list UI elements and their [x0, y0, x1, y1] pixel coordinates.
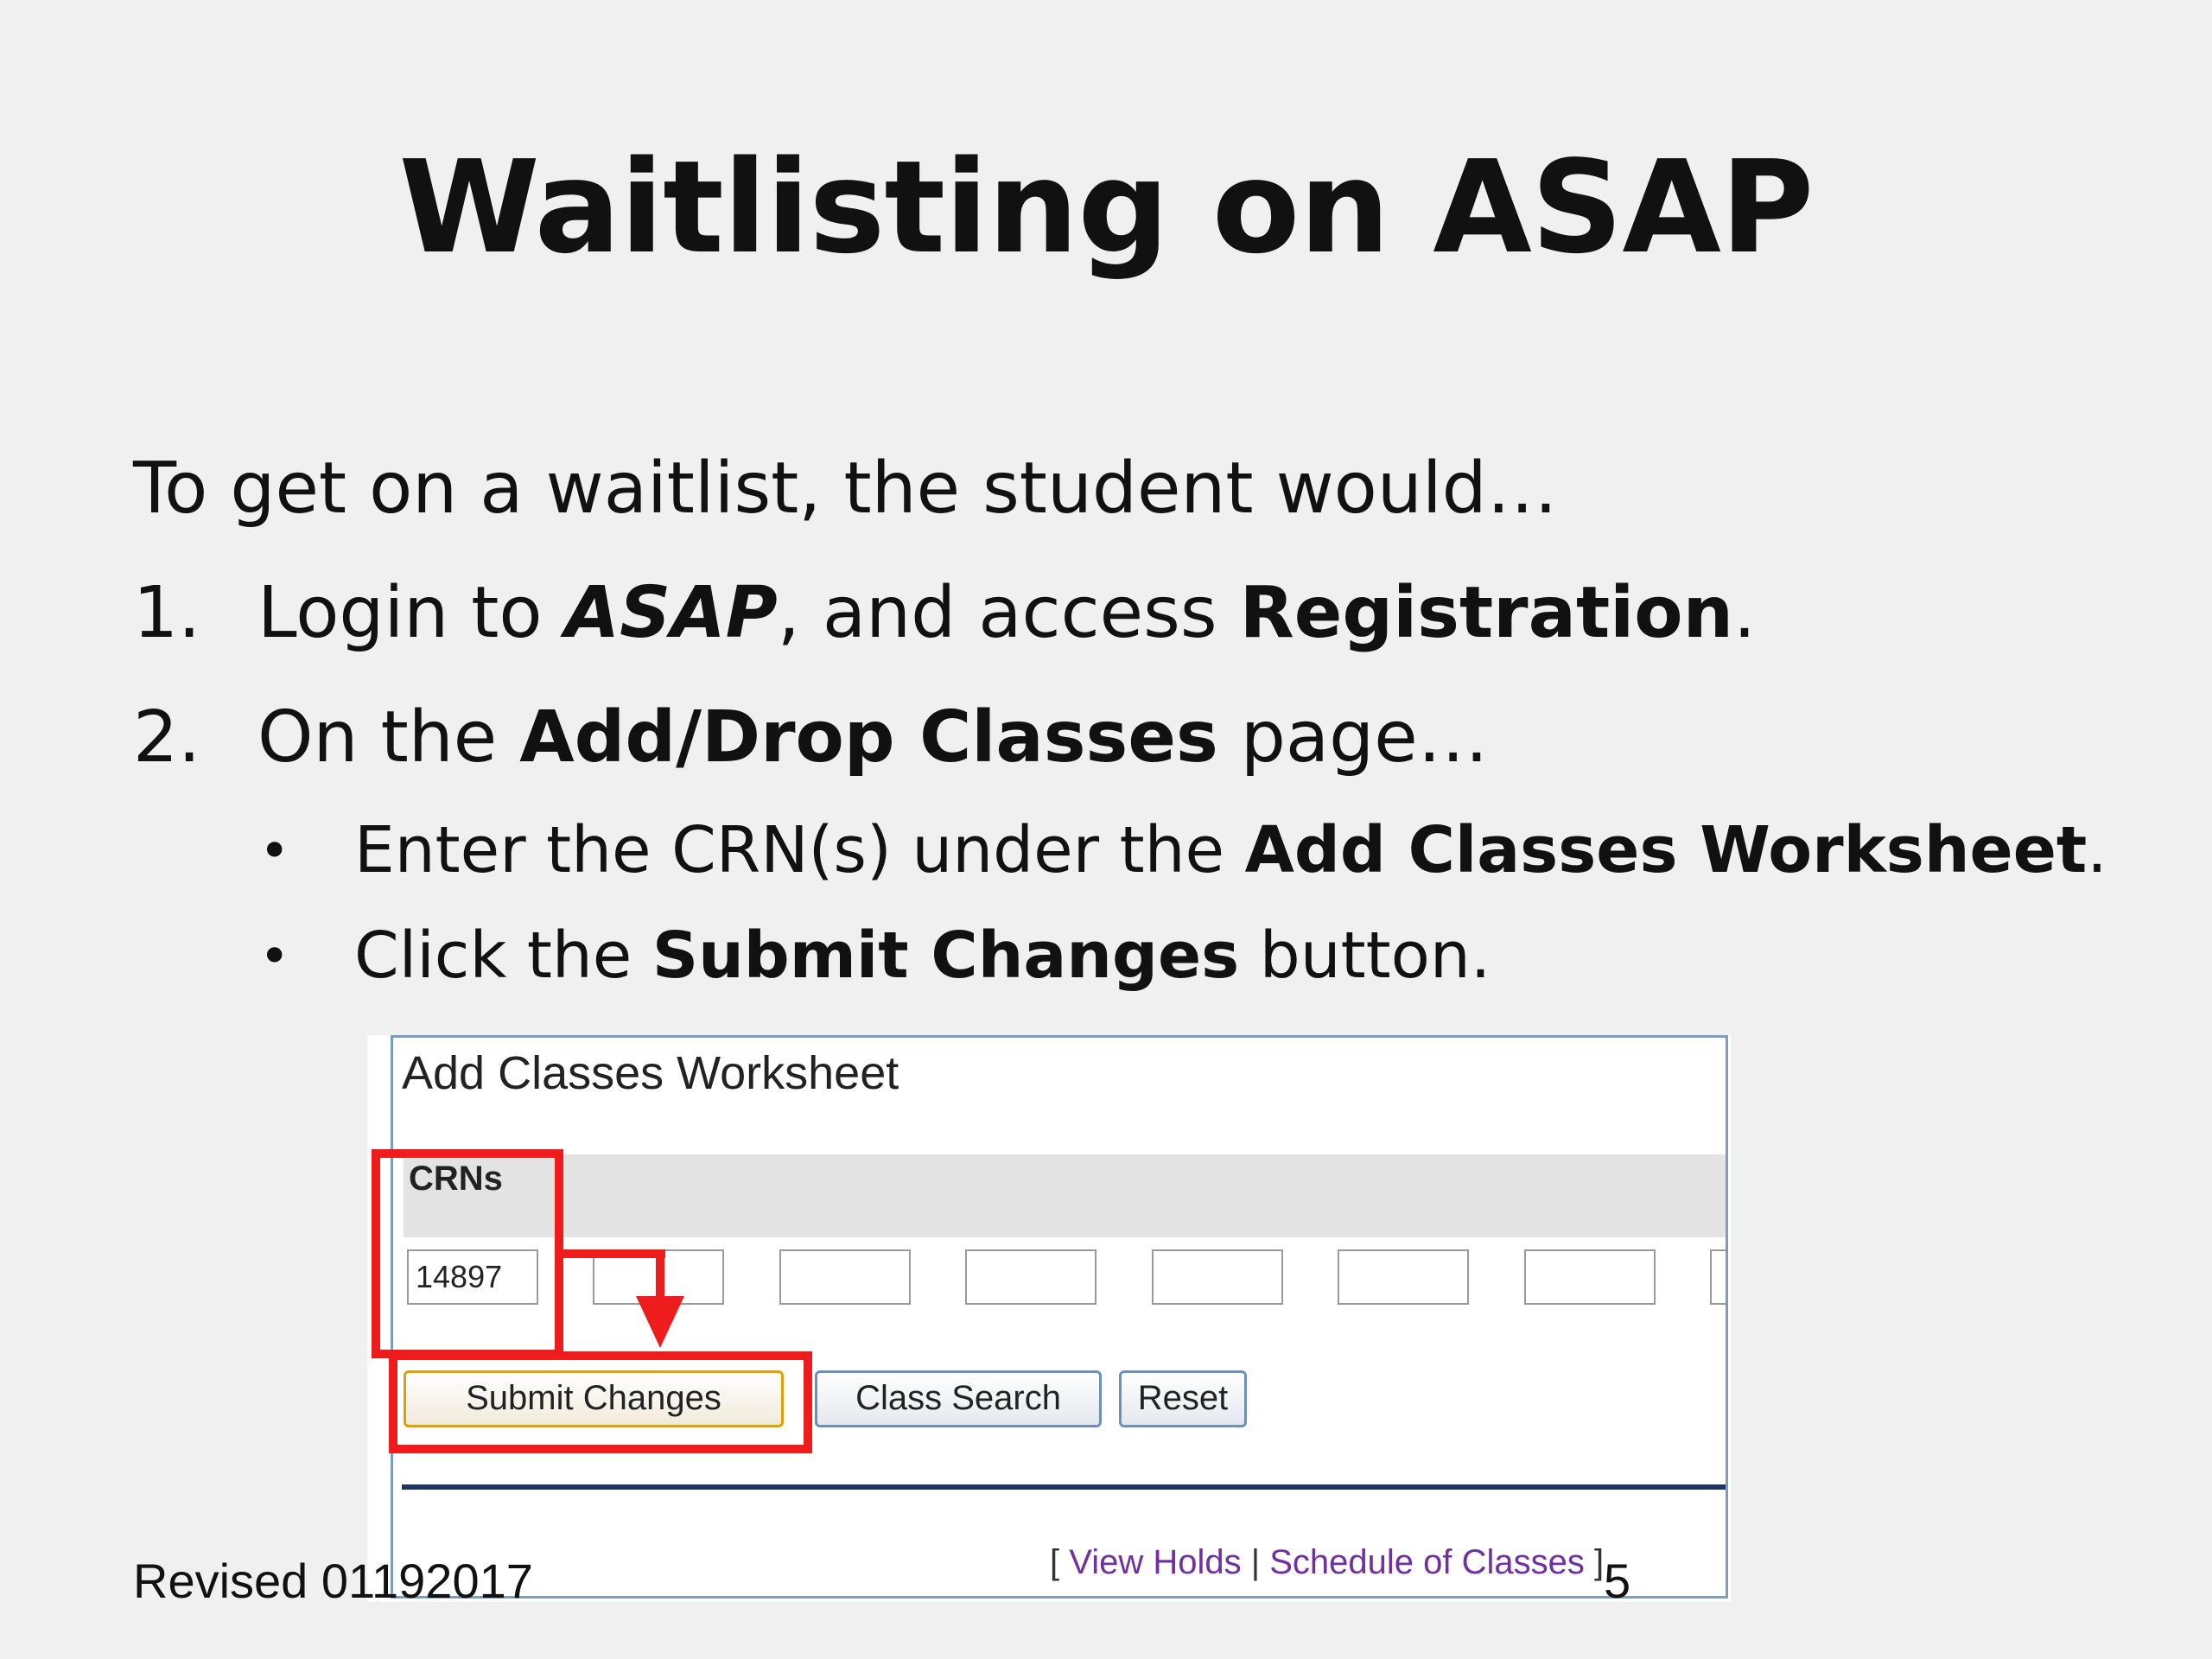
bullet-glyph: • [259, 821, 290, 881]
schedule-of-classes-link[interactable]: Schedule of Classes [1269, 1543, 1585, 1581]
link-bracket-close: ] [1594, 1543, 1605, 1581]
revised-date: Revised 01192017 [133, 1554, 533, 1608]
bullet-2 [0, 914, 2212, 997]
bullet-text: Click the Submit Changes button. [354, 918, 1491, 993]
crn-input-3[interactable] [779, 1249, 911, 1305]
worksheet-title: Add Classes Worksheet [402, 1047, 899, 1099]
bullet-1 [0, 809, 2212, 892]
step-text: On the Add/Drop Classes page… [257, 696, 1489, 779]
arrow-connector-vertical [656, 1249, 664, 1303]
crn-input-5[interactable] [1152, 1249, 1283, 1305]
crn-input-1[interactable]: 14897 [407, 1249, 538, 1305]
arrow-connector-horizontal [555, 1249, 665, 1258]
step-number: 1. [133, 572, 201, 654]
view-holds-link[interactable]: View Holds [1069, 1543, 1242, 1581]
bullet-text: Enter the CRN(s) under the Add Classes Worksheet. [354, 813, 2107, 887]
section-divider [402, 1484, 1726, 1490]
crn-input-6[interactable] [1338, 1249, 1469, 1305]
class-search-button[interactable]: Class Search [815, 1370, 1102, 1427]
crn-highlight-box [372, 1149, 563, 1358]
crn-label: CRNs [409, 1160, 503, 1198]
bullet-glyph: • [259, 926, 290, 987]
footer-links [1050, 1541, 1604, 1583]
crn-input-8[interactable] [1710, 1249, 1726, 1305]
crn-input-4[interactable] [965, 1249, 1096, 1305]
crn-input-7[interactable] [1524, 1249, 1656, 1305]
link-separator: | [1250, 1543, 1261, 1581]
link-bracket-open: [ [1050, 1543, 1060, 1581]
slide-page-number: 5 [1604, 1554, 1631, 1608]
submit-highlight-box [389, 1351, 812, 1453]
slide-title: Waitlisting on ASAP [398, 133, 1814, 282]
worksheet-border [391, 1035, 1728, 1599]
crn-header-band [404, 1154, 1726, 1237]
worksheet-screenshot [367, 1035, 1731, 1602]
step-number: 2. [133, 696, 201, 779]
step-text: Login to ASAP, and access Registration. [257, 572, 1757, 654]
submit-changes-button[interactable]: Submit Changes [404, 1370, 784, 1427]
intro-text: To get on a waitlist, the student would… [133, 448, 1558, 530]
reset-button[interactable]: Reset [1119, 1370, 1247, 1427]
arrow-down-icon [636, 1296, 684, 1348]
